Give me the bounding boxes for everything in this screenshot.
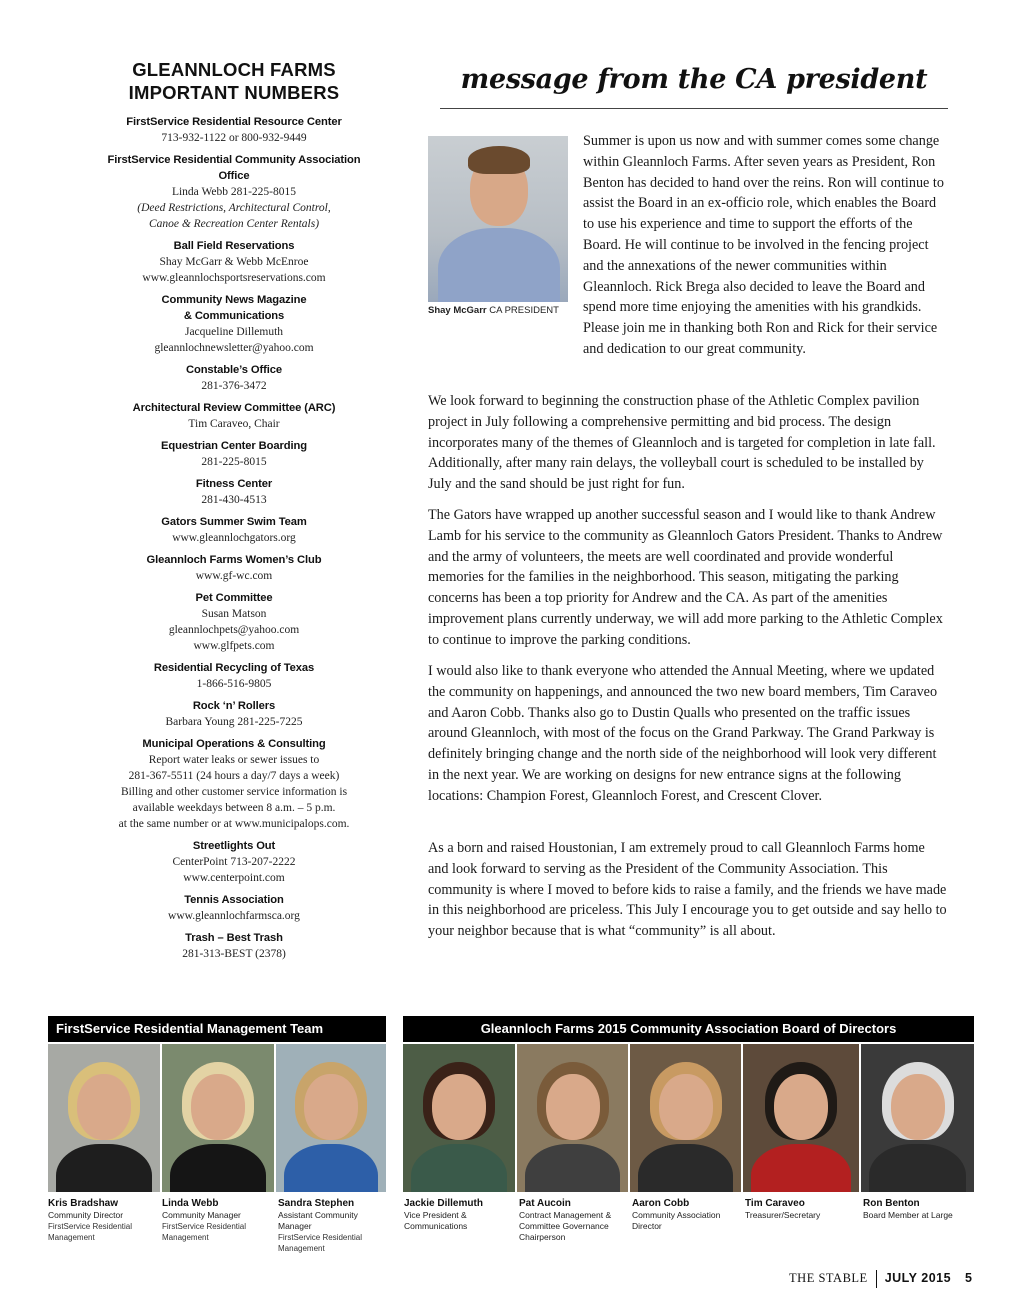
entry-title: Fitness Center: [195, 478, 273, 490]
page-number: 5: [965, 1271, 972, 1285]
entry-title: Community News Magazine: [161, 294, 307, 306]
member-name: Pat Aucoin: [519, 1198, 571, 1209]
member-role: Community Manager: [162, 1210, 241, 1220]
numbers-entry: [96, 476, 372, 508]
paragraph-text: Summer is upon us now and with summer comes some change within Gleannloch Farms. After seven years as President, Ron Benton has decided to hand over the reins. Ron will continue to assist the Board in an ex-officio role, which enables the Board to use his experience and time to support the efforts of the Board. He will continue to be involved in the fencing project and the annexations of the newer communities within Gleannloch. Rick Brega also decided to leave the Board and spend more time enjoying the amenities with his grandkids. Please join me in thanking both Ron and Rick for their service and dedication to our great community.: [583, 133, 944, 357]
page-footer: [789, 1268, 972, 1288]
member-photo: [630, 1044, 741, 1192]
entry-detail: Linda Webb 281-225-8015: [171, 186, 297, 198]
entry-detail: 281-430-4513: [201, 494, 267, 506]
numbers-entry: [96, 892, 372, 924]
entry-detail: gleannlochpets@yahoo.com: [168, 624, 300, 636]
entry-title: Gleannloch Farms Women’s Club: [146, 554, 322, 566]
numbers-entry: [96, 152, 372, 232]
member-photo: [276, 1044, 386, 1192]
entry-detail: gleannlochnewsletter@yahoo.com: [154, 342, 314, 354]
member-organization: FirstService Residential Management: [278, 1233, 363, 1253]
entry-detail: www.centerpoint.com: [183, 872, 285, 884]
entry-title: Trash – Best Trash: [185, 932, 283, 944]
member-photo: [403, 1044, 515, 1192]
member-info: [48, 1198, 158, 1243]
numbers-entry: [96, 238, 372, 286]
entry-note: (Deed Restrictions, Architectural Control,: [137, 202, 331, 214]
board-heading: Gleannloch Farms 2015 Community Association Board of Directors: [403, 1016, 974, 1042]
entry-detail: at the same number or at www.municipalops.com.: [118, 818, 350, 830]
entry-detail: 281-376-3472: [201, 380, 267, 392]
numbers-entry: [96, 114, 372, 146]
entry-detail: Barbara Young 281-225-7225: [165, 716, 303, 728]
entry-detail: Tim Caraveo, Chair: [188, 418, 280, 430]
entry-detail: 281-313-BEST (2378): [182, 948, 286, 960]
member-name: Aaron Cobb: [632, 1198, 690, 1209]
title-line-2: IMPORTANT NUMBERS: [128, 82, 340, 103]
entry-title: Ball Field Reservations: [173, 240, 295, 252]
member-info: [278, 1198, 388, 1254]
entry-detail: Susan Matson: [201, 608, 267, 620]
message-paragraph-4: I would also like to thank everyone who attended the Annual Meeting, where we updated the community on happenings, and announced the two new board members, Tim Caraveo and Aaron Cobb. Thanks also go to Dustin Qualls who presented on the traffic issues around Gleannloch, with most of the focus on the Grand Parkway. The Grand Parkway is definitely bringing change and the north side of the neighborhood will look very different in the next year. We are working on designs for new entrance signs at the following locations: Champion Forest, Gleannloch Forest, and Crescent Clover.: [428, 663, 938, 804]
entry-title: Equestrian Center Boarding: [161, 440, 307, 452]
member-organization: FirstService Residential Management: [48, 1222, 133, 1242]
entry-title: Architectural Review Committee (ARC): [132, 402, 336, 414]
member-photo: [162, 1044, 274, 1192]
message-paragraph-3: The Gators have wrapped up another successful season and I would like to thank Andrew Lamb for his service to the community as Gleannloch Gators President. Thanks to Andrew and the army of volunteers, the meets are well coordinated and provide wonderful memories for the families in the neighborhood. This season, mitigating the parking concerns has been a top priority for Andrew and the CA. As part of the amenities improvement plans currently underway, we will add more parking to the Athletic Complex to continue to improve the parking conditions.: [428, 507, 943, 648]
entry-detail: www.gleannlochgators.org: [172, 532, 296, 544]
entry-title: Residential Recycling of Texas: [153, 662, 315, 674]
entry-detail: 713-932-1122 or 800-932-9449: [161, 132, 307, 144]
heading-rule: [440, 108, 948, 109]
entry-detail: Report water leaks or sewer issues to: [148, 754, 320, 766]
footer-divider: [876, 1270, 877, 1288]
caption-name: Shay McGarr: [428, 305, 487, 316]
member-role: Contract Management & Committee Governance Chairperson: [519, 1210, 612, 1242]
entry-detail: 281-225-8015: [201, 456, 267, 468]
member-info: [162, 1198, 272, 1243]
entry-title: Streetlights Out: [192, 840, 276, 852]
entry-title: Rock ‘n’ Rollers: [192, 700, 276, 712]
entry-note: Canoe & Recreation Center Rentals): [148, 218, 320, 230]
numbers-entry: [96, 838, 372, 886]
entry-detail: www.glfpets.com: [193, 640, 275, 652]
numbers-entry: [96, 552, 372, 584]
issue-date: JULY 2015: [884, 1271, 952, 1285]
entry-detail: 281-367-5511 (24 hours a day/7 days a week): [128, 770, 340, 782]
entry-title: Gators Summer Swim Team: [161, 516, 307, 528]
numbers-entry: [96, 514, 372, 546]
entry-detail: Jacqueline Dillemuth: [184, 326, 284, 338]
numbers-entry: [96, 590, 372, 654]
entry-detail: available weekdays between 8 a.m. – 5 p.m.: [132, 802, 336, 814]
member-role: Vice President & Communications: [404, 1210, 468, 1231]
title-line-1: GLEANNLOCH FARMS: [132, 59, 336, 80]
entry-detail: 1-866-516-9805: [196, 678, 272, 690]
entry-title: Municipal Operations & Consulting: [142, 738, 326, 750]
entry-title: FirstService Residential Community Association Office: [107, 154, 361, 182]
member-info: [863, 1198, 973, 1221]
numbers-list: [96, 114, 372, 962]
member-role: Community Director: [48, 1210, 124, 1220]
member-info: [632, 1198, 742, 1232]
entry-detail: Billing and other customer service information is: [120, 786, 348, 798]
message-heading: message from the CA president: [460, 64, 928, 95]
numbers-entry: [96, 736, 372, 832]
entry-title: Constable’s Office: [185, 364, 282, 376]
entry-title: FirstService Residential Resource Center: [126, 116, 342, 128]
message-paragraph-1: [428, 131, 948, 360]
entry-detail: www.gleannlochfarmsca.org: [168, 910, 300, 922]
entry-title-line-2: & Communications: [183, 310, 285, 322]
message-paragraph-5: As a born and raised Houstonian, I am extremely proud to call Gleannloch Farms home and look forward to serving as the President of the Community Association. This community is where I moved to before kids to raise a family, and the friends we have made in this neighborhood are priceless. This July I encourage you to get outside and say hello to your neighbor because that is what “community” is all about.: [428, 840, 947, 940]
entry-detail: www.gf-wc.com: [195, 570, 273, 582]
member-name: Jackie Dillemuth: [404, 1198, 483, 1209]
member-photo: [517, 1044, 628, 1192]
entry-detail: CenterPoint 713-207-2222: [172, 856, 296, 868]
member-role: Assistant Community Manager: [278, 1210, 358, 1231]
member-name: Linda Webb: [162, 1198, 219, 1209]
numbers-entry: [96, 698, 372, 730]
numbers-entry: [96, 660, 372, 692]
management-team-heading: FirstService Residential Management Team: [48, 1016, 386, 1042]
entry-title: Pet Committee: [195, 592, 273, 604]
important-numbers-column: [96, 58, 372, 968]
member-info: [404, 1198, 514, 1232]
member-info: [745, 1198, 855, 1221]
member-photo: [743, 1044, 859, 1192]
member-photo: [48, 1044, 160, 1192]
member-name: Sandra Stephen: [278, 1198, 355, 1209]
message-paragraph-2: We look forward to beginning the construction phase of the Athletic Complex pavilion project in July following a comprehensive permitting and bid process. The design incorporates many of the themes of Gleannloch and is targeted for completion in late fall. Additionally, after many rain delays, the volleyball court is scheduled to be installed by July and the sand should be just right for fun.: [428, 393, 936, 493]
photo-wrap-spacer: [428, 131, 583, 339]
member-name: Ron Benton: [863, 1198, 920, 1209]
member-photo: [861, 1044, 974, 1192]
entry-title: Tennis Association: [184, 894, 284, 906]
caption-title: CA PRESIDENT: [489, 305, 559, 316]
numbers-entry: [96, 362, 372, 394]
member-name: Kris Bradshaw: [48, 1198, 119, 1209]
member-organization: FirstService Residential Management: [162, 1222, 247, 1242]
numbers-entry: [96, 930, 372, 962]
member-name: Tim Caraveo: [745, 1198, 805, 1209]
entry-detail: www.gleannlochsportsreservations.com: [142, 272, 326, 284]
numbers-entry: [96, 400, 372, 432]
numbers-entry: [96, 438, 372, 470]
member-info: [519, 1198, 629, 1243]
member-role: Board Member at Large: [863, 1210, 953, 1220]
entry-detail: Shay McGarr & Webb McEnroe: [159, 256, 309, 268]
publication-name: THE STABLE: [789, 1271, 868, 1285]
member-role: Treasurer/Secretary: [745, 1210, 821, 1220]
important-numbers-title: [96, 58, 372, 104]
numbers-entry: [96, 292, 372, 356]
member-role: Community Association Director: [632, 1210, 721, 1231]
